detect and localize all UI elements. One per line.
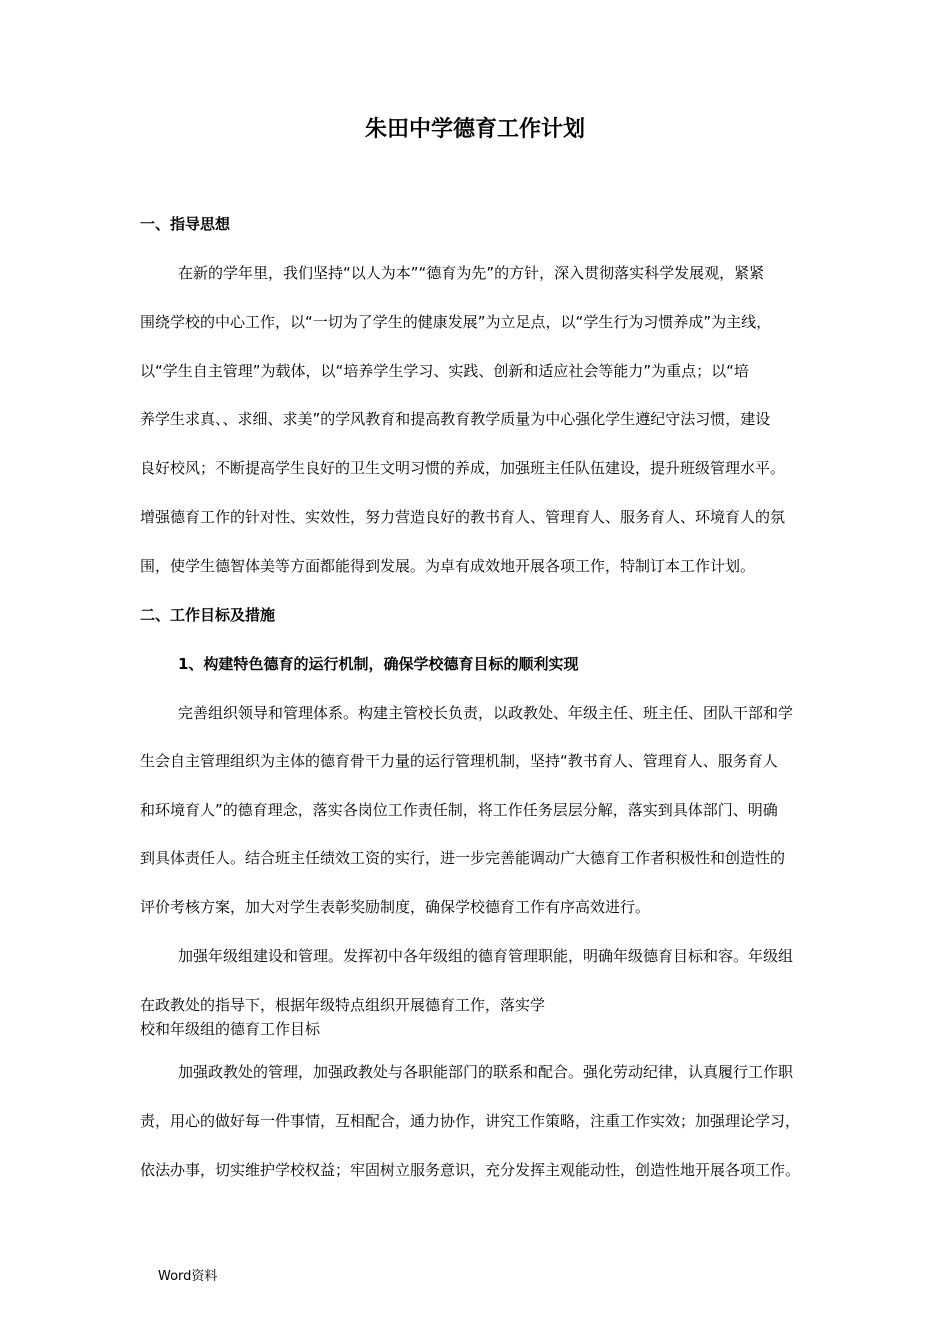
section-heading-goals-measures: 二、工作目标及措施: [140, 606, 276, 624]
text-line: 良好校风；不断提高学生良好的卫生文明习惯的养成，加强班主任队伍建设，提升班级管理水平。: [140, 459, 786, 477]
text-line: 加强年级组建设和管理。发挥初中各年级组的德育管理职能，明确年级德育目标和容。年级组: [178, 947, 794, 965]
text-line: 校和年级组的德育工作目标: [140, 1020, 321, 1038]
text-line: 生会自主管理组织为主体的德育骨干力量的运行管理机制，坚持“教书育人、管理育人、服务育人: [140, 752, 778, 770]
text-line: 加强政教处的管理，加强政教处与各职能部门的联系和配合。强化劳动纪律，认真履行工作职: [178, 1063, 794, 1081]
text-line: 围，使学生德智体美等方面都能得到发展。为卓有成效地开展各项工作，特制订本工作计划。: [140, 557, 756, 575]
text-line: 以“学生自主管理”为载体，以“培养学生学习、实践、创新和适应社会等能力”为重点；以“培: [140, 362, 749, 380]
text-line: 依法办事，切实维护学校权益；牢固树立服务意识，充分发挥主观能动性，创造性地开展各项工作。: [140, 1161, 801, 1179]
text-line: 在新的学年里，我们坚持“以人为本”“德育为先”的方针，深入贯彻落实科学发展观，紧紧: [178, 264, 765, 282]
text-line: 评价考核方案，加大对学生表彰奖励制度，确保学校德育工作有序高效进行。: [140, 898, 651, 916]
text-line: 在政教处的指导下，根据年级特点组织开展德育工作，落实学: [140, 996, 546, 1014]
text-line: 完善组织领导和管理体系。构建主管校长负责，以政教处、年级主任、班主任、团队干部和学: [178, 704, 794, 722]
text-line: 责，用心的做好每一件事情，互相配合，通力协作，讲究工作策略，注重工作实效；加强理论学习，: [140, 1112, 801, 1130]
text-line: 增强德育工作的针对性、实效性，努力营造良好的教书育人、管理育人、服务育人、环境育人的氛: [140, 508, 786, 526]
page-title: 朱田中学德育工作计划: [364, 117, 585, 142]
footer-label: Word资料: [158, 1269, 218, 1284]
text-line: 养学生求真、、求细、求美”的学风教育和提高教育教学质量为中心强化学生遵纪守法习惯，建设: [140, 410, 771, 428]
text-line: 和环境育人”的德育理念，落实各岗位工作责任制，将工作任务层层分解，落实到具体部门、明确: [140, 801, 778, 819]
text-line: 到具体责任人。结合班主任绩效工资的实行，进一步完善能调动广大德育工作者积极性和创造性的: [140, 849, 786, 867]
subsection-heading-mechanism: 1、构建特色德育的运行机制，确保学校德育目标的顺利实现: [178, 655, 579, 673]
section-heading-guiding-ideology: 一、指导思想: [140, 215, 231, 233]
text-line: 围绕学校的中心工作，以“一切为了学生的健康发展”为立足点，以“学生行为习惯养成”为主线，: [140, 313, 772, 331]
